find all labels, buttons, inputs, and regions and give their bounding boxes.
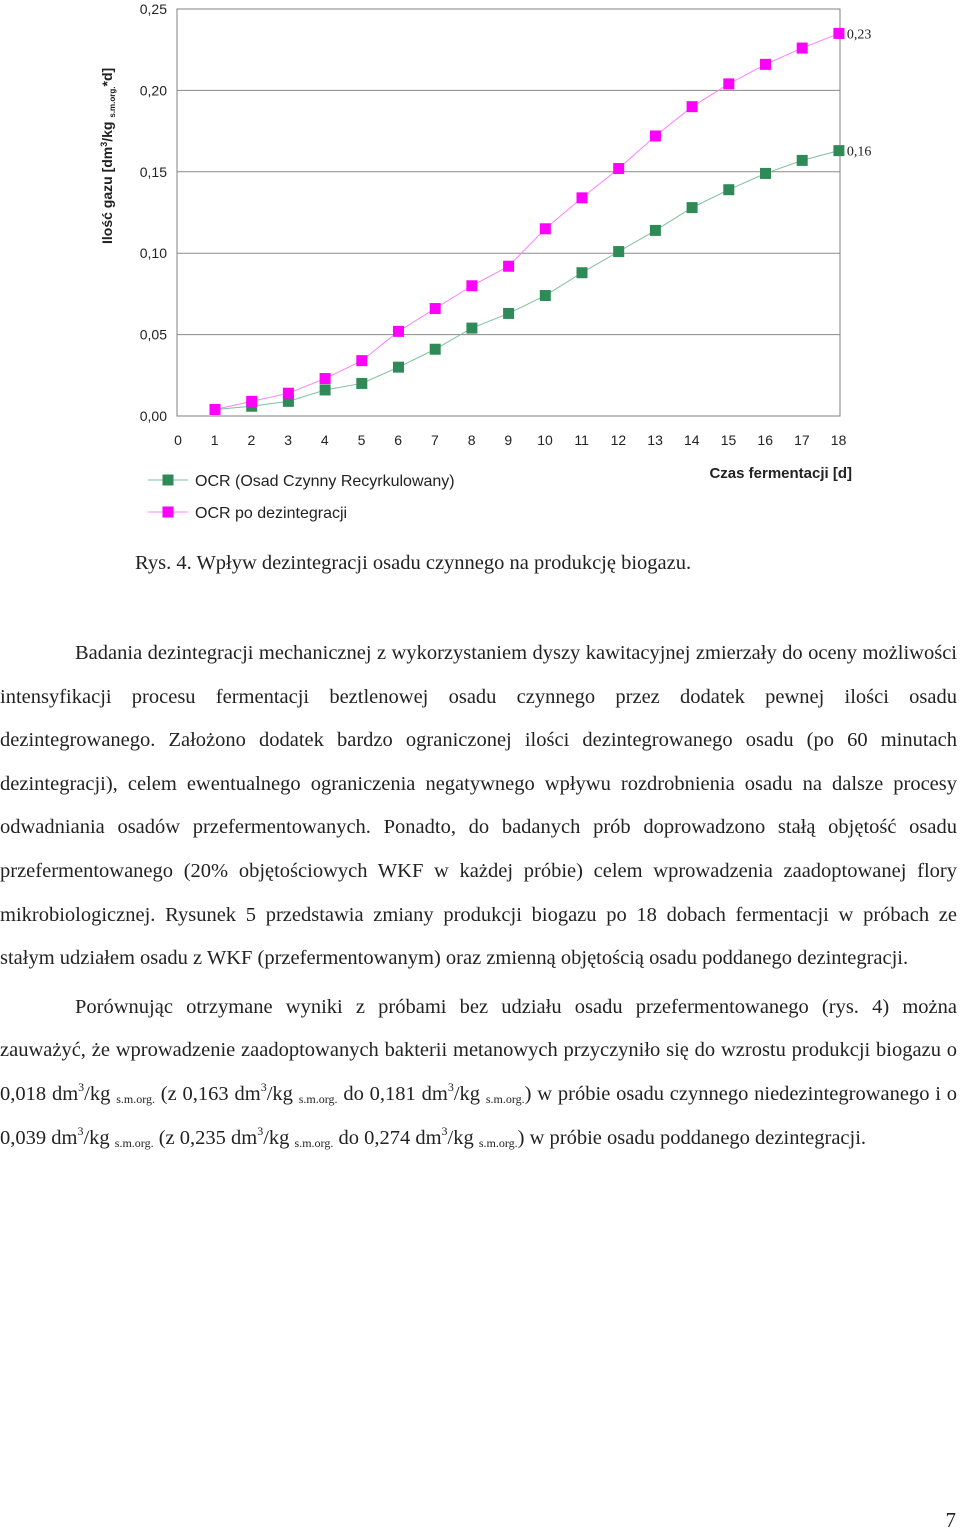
data-point bbox=[833, 145, 844, 156]
p2-text-3: do 0,181 dm bbox=[337, 1082, 448, 1105]
series-layer bbox=[210, 27, 872, 415]
data-point bbox=[283, 388, 294, 399]
data-point bbox=[466, 323, 477, 334]
biogas-chart bbox=[0, 0, 960, 540]
x-tick-label: 5 bbox=[357, 432, 366, 448]
data-point bbox=[466, 280, 477, 291]
x-axis-ticks bbox=[174, 432, 846, 448]
ocr-dezintegracja-series bbox=[210, 27, 872, 415]
data-point bbox=[797, 155, 808, 166]
data-point bbox=[540, 290, 551, 301]
y-tick-label: 0,05 bbox=[139, 326, 167, 343]
sup-5: 3 bbox=[257, 1123, 264, 1138]
data-point bbox=[577, 192, 588, 203]
data-point bbox=[687, 202, 698, 213]
data-point bbox=[246, 396, 257, 407]
body-text bbox=[0, 632, 957, 1160]
legend-label: OCR po dezintegracji bbox=[195, 505, 348, 522]
data-point bbox=[650, 130, 661, 141]
kg-4: /kg bbox=[83, 1126, 115, 1149]
data-point bbox=[650, 225, 661, 236]
x-tick-label: 2 bbox=[247, 432, 256, 448]
x-tick-label: 9 bbox=[504, 432, 513, 448]
sup-1: 3 bbox=[78, 1079, 85, 1094]
kg-3: /kg bbox=[453, 1082, 486, 1105]
data-point bbox=[797, 43, 808, 54]
x-tick-label: 12 bbox=[610, 432, 627, 448]
sup-2: 3 bbox=[260, 1079, 267, 1094]
data-point bbox=[393, 326, 404, 337]
p2-text-1: Porównując otrzymane wyniki z próbami bez udziału osadu przefermentowanego (rys. 4) można zauważyć, że wprowadzenie zaadoptowanych bakterii metanowych przyczyniło się do wzrostu produkcji biogazu o 0,018 dm bbox=[0, 995, 957, 1105]
p2-text-7: ) w próbie osadu poddanego dezintegracji. bbox=[517, 1126, 867, 1149]
x-tick-label: 1 bbox=[210, 432, 219, 448]
data-point bbox=[503, 261, 514, 272]
y-tick-label: 0,25 bbox=[139, 1, 167, 17]
x-tick-label: 13 bbox=[647, 432, 663, 448]
x-axis-label: Czas fermentacji [d] bbox=[709, 465, 852, 482]
data-point bbox=[430, 344, 441, 355]
sup-4: 3 bbox=[77, 1123, 84, 1138]
series-line bbox=[215, 33, 839, 409]
legend-label: OCR (Osad Czynny Recyrkulowany) bbox=[195, 473, 455, 490]
data-point bbox=[723, 78, 734, 89]
x-tick-label: 11 bbox=[574, 432, 589, 448]
data-point bbox=[760, 59, 771, 70]
y-tick-label: 0,15 bbox=[139, 163, 167, 180]
x-tick-label: 3 bbox=[284, 432, 292, 448]
data-point bbox=[833, 28, 844, 39]
data-point bbox=[503, 308, 514, 319]
x-tick-label: 6 bbox=[394, 432, 403, 448]
data-point bbox=[540, 223, 551, 234]
data-point bbox=[356, 355, 367, 366]
data-point bbox=[356, 378, 367, 389]
legend-item bbox=[148, 505, 347, 522]
figure-caption: Rys. 4. Wpływ dezintegracji osadu czynnego na produkcję biogazu. bbox=[135, 552, 692, 574]
sub-6: s.m.org. bbox=[478, 1135, 518, 1150]
sup-6: 3 bbox=[441, 1123, 448, 1138]
y-tick-label: 0,10 bbox=[139, 245, 167, 262]
data-point bbox=[393, 362, 404, 373]
data-point bbox=[430, 303, 441, 314]
p2-text-2: (z 0,163 dm bbox=[154, 1082, 261, 1105]
data-point bbox=[687, 101, 698, 112]
data-point bbox=[320, 384, 331, 395]
y-tick-label: 0,20 bbox=[139, 82, 167, 99]
paragraph-2 bbox=[0, 986, 957, 1160]
paragraph-1-text: Badania dezintegracji mechanicznej z wykorzystaniem dyszy kawitacyjnej zmierzały do oceny możliwości intensyfikacji procesu fermentacji beztlenowej osadu czynnego przez dodatek pewnej ilości osadu dezintegrowanego. Założono dodatek bardzo ograniczonej ilości dezintegrowanego osadu (po 60 minutach dezintegracji), celem ewentualnego ograniczenia negatywnego wpływu rozdrobnienia osadu na dalsze procesy odwadniania osadów przefermentowanych. Ponadto, do badanych prób doprowadzono stałą objętość osadu przefermentowanego (20% objętościowych WKF w każdej próbie) celem wprowadzenia zaadoptowanej flory mikrobiologicznej. Rysunek 5 przedstawia zmiany produkcji biogazu po 18 dobach fermentacji w próbach ze stałym udziałem osadu z WKF (przefermentowanym) oraz zmienną objętością osadu poddanego dezintegracji. bbox=[0, 642, 957, 970]
y-tick-label: 0,00 bbox=[139, 408, 167, 424]
sub-3: s.m.org. bbox=[485, 1091, 525, 1106]
x-tick-label: 0 bbox=[174, 432, 182, 448]
x-tick-label: 17 bbox=[794, 432, 810, 448]
data-point bbox=[613, 246, 624, 257]
data-point bbox=[320, 373, 331, 384]
ocr-series bbox=[210, 145, 872, 415]
p2-text-6: do 0,274 dm bbox=[333, 1126, 442, 1149]
data-point bbox=[723, 184, 734, 195]
kg-6: /kg bbox=[447, 1126, 479, 1149]
kg-1: /kg bbox=[84, 1082, 117, 1105]
legend-marker bbox=[163, 475, 174, 486]
data-point bbox=[760, 168, 771, 179]
end-value-label: 0,16 bbox=[846, 144, 872, 160]
x-tick-label: 16 bbox=[757, 432, 773, 448]
chart-legend bbox=[148, 473, 455, 522]
sub-5: s.m.org. bbox=[294, 1135, 334, 1150]
series-line bbox=[215, 151, 839, 410]
sub-4: s.m.org. bbox=[114, 1135, 154, 1150]
sub-1: s.m.org. bbox=[116, 1091, 155, 1106]
x-tick-label: 14 bbox=[684, 432, 700, 448]
x-tick-label: 10 bbox=[537, 432, 553, 448]
y-axis-ticks bbox=[140, 1, 167, 424]
legend-item bbox=[148, 473, 455, 490]
sub-2: s.m.org. bbox=[298, 1091, 338, 1106]
x-tick-label: 7 bbox=[431, 432, 439, 448]
legend-marker bbox=[163, 507, 174, 518]
kg-2: /kg bbox=[266, 1082, 299, 1105]
data-point bbox=[577, 267, 588, 278]
x-tick-label: 8 bbox=[467, 432, 476, 448]
sup-3: 3 bbox=[447, 1079, 454, 1094]
kg-5: /kg bbox=[263, 1126, 295, 1149]
x-tick-label: 4 bbox=[320, 432, 329, 448]
paragraph-1 bbox=[0, 632, 957, 981]
x-tick-label: 15 bbox=[720, 432, 737, 448]
x-tick-label: 18 bbox=[830, 432, 847, 448]
data-point bbox=[613, 163, 624, 174]
end-value-label: 0,23 bbox=[846, 27, 872, 43]
chart-gridlines bbox=[177, 90, 840, 334]
plot-area-frame bbox=[177, 9, 840, 416]
page-number: 7 bbox=[945, 1508, 956, 1532]
p2-text-4: ) w próbie osadu czynnego niedezintegrowanego i o 0,039 dm bbox=[0, 1082, 958, 1149]
p2-text-5: (z 0,235 dm bbox=[153, 1126, 258, 1149]
data-point bbox=[210, 404, 221, 415]
y-axis-label: Ilość gazu [$dm^3/kg$ $_{s.m.org.}$*d] bbox=[99, 67, 117, 244]
